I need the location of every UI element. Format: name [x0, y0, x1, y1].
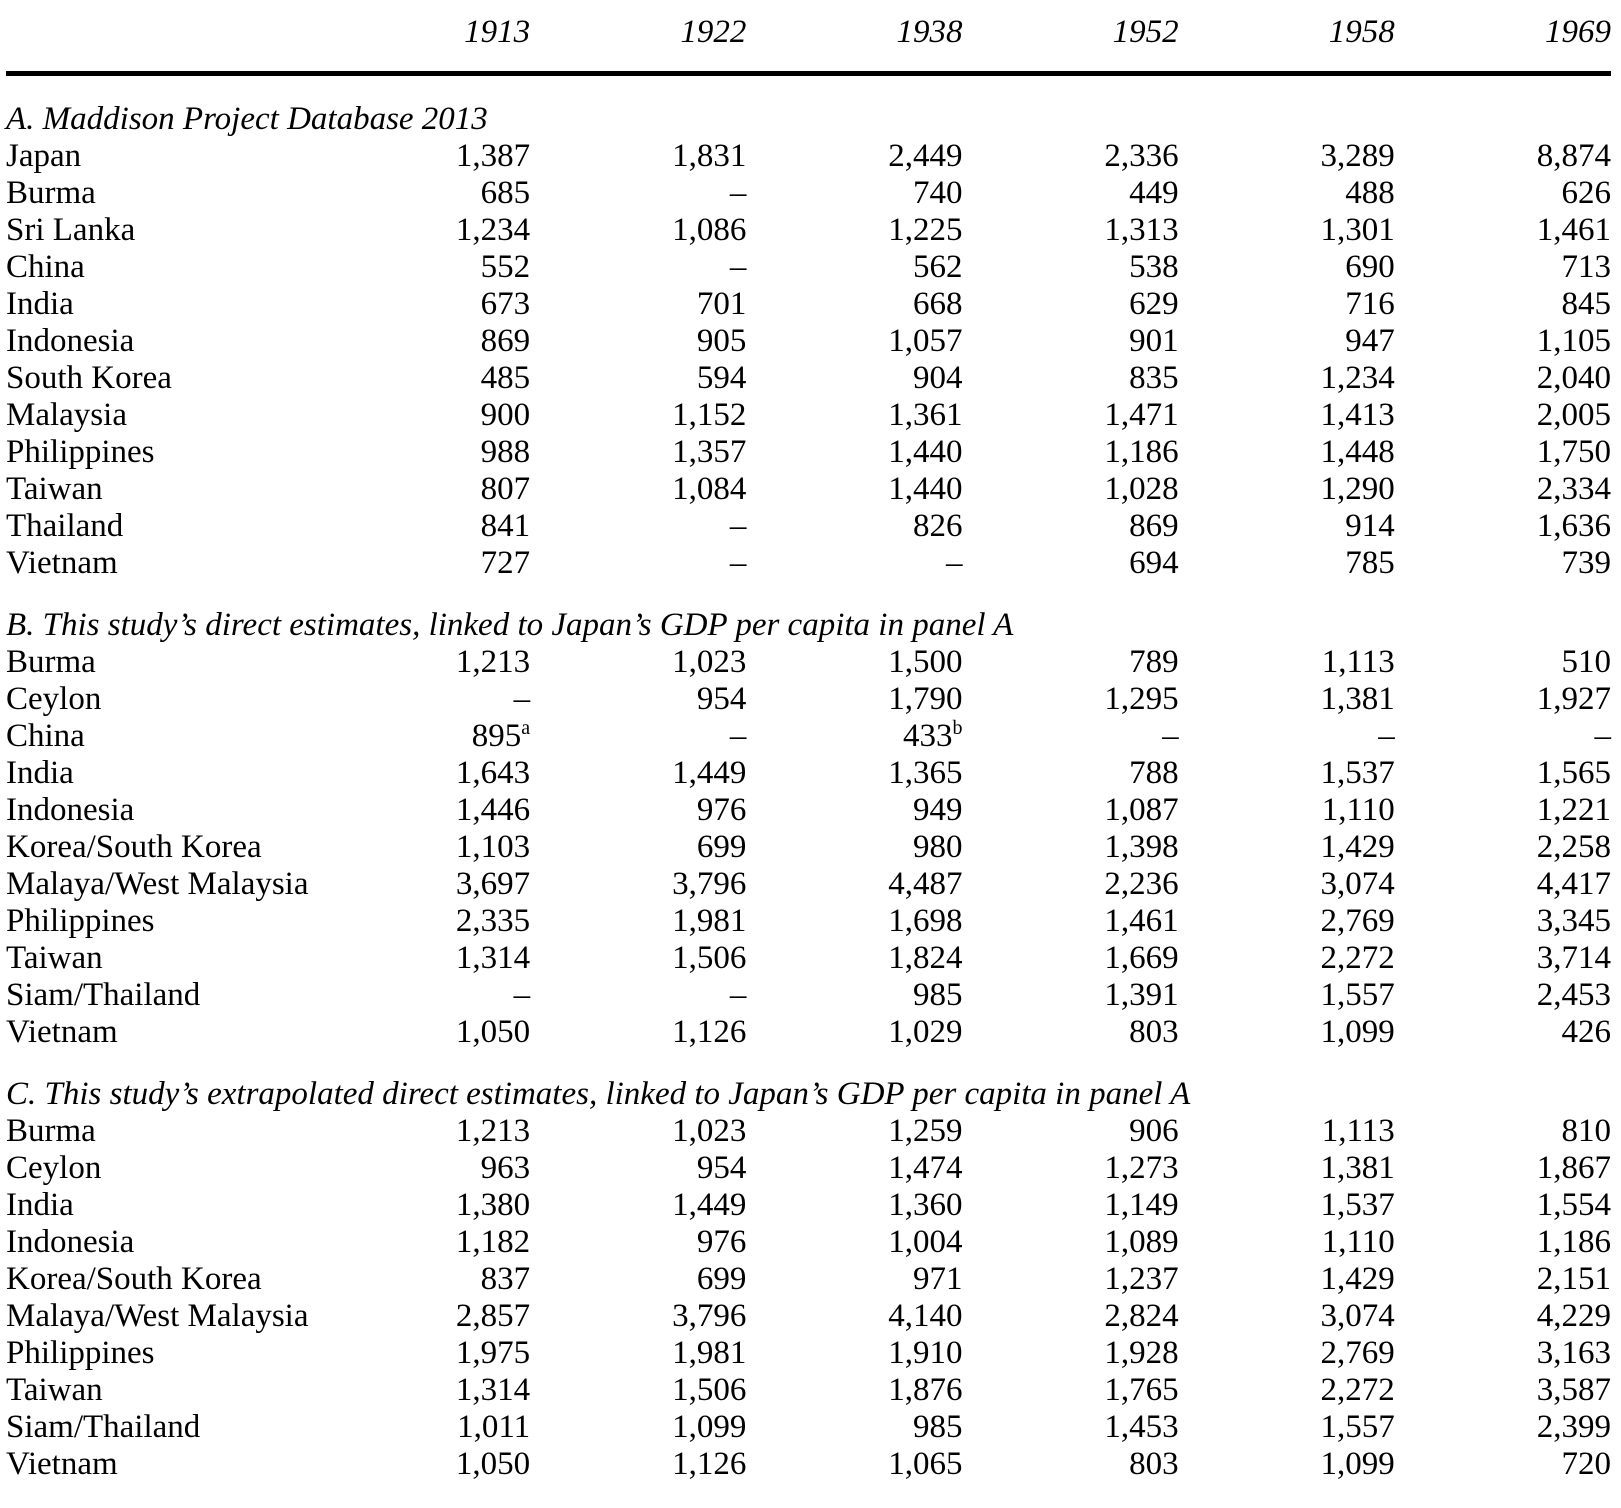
cell: 1,669	[1104, 940, 1179, 976]
cell: 837	[480, 1261, 531, 1297]
row-label: Malaya/West Malaysia	[6, 866, 309, 902]
panel-b-body	[6, 582, 1611, 1051]
cell: 1,975	[455, 1335, 531, 1371]
table-row	[6, 755, 1611, 792]
cell: 1,050	[455, 1446, 531, 1482]
cell: 1,234	[455, 212, 531, 248]
cell: 1,928	[1104, 1335, 1179, 1371]
data-table	[6, 6, 1611, 1483]
row-label: Malaysia	[6, 397, 127, 433]
cell: 2,453	[1536, 977, 1611, 1013]
cell: 433$^b$	[902, 717, 963, 754]
cell: 1,314	[455, 940, 531, 976]
cell: 1,449	[672, 755, 747, 791]
cell: 1,065	[888, 1446, 963, 1482]
cell: 1,449	[672, 1187, 747, 1223]
cell: 949	[912, 792, 963, 828]
row-label: Burma	[6, 1113, 96, 1149]
table-row	[6, 175, 1611, 212]
table-row	[6, 718, 1611, 755]
cell: 1,103	[455, 829, 531, 865]
cell: 1,113	[1321, 644, 1395, 680]
cell: 1,446	[455, 792, 531, 828]
table-row	[6, 323, 1611, 360]
row-label: Ceylon	[6, 1150, 102, 1186]
table-row	[6, 1446, 1611, 1483]
cell: 699	[696, 829, 747, 865]
cell: 1,361	[888, 397, 963, 433]
cell: 2,040	[1536, 360, 1611, 396]
cell: 1,440	[888, 471, 963, 507]
cell: 2,272	[1320, 940, 1395, 976]
panel-a-body	[6, 74, 1611, 583]
table-row	[6, 1335, 1611, 1372]
cell: 963	[480, 1150, 531, 1186]
cell: –	[513, 681, 531, 717]
cell: 1,221	[1536, 792, 1611, 828]
cell: 1,259	[888, 1113, 963, 1149]
cell: 3,796	[672, 1298, 747, 1334]
table-row	[6, 360, 1611, 397]
cell: 8,874	[1536, 138, 1611, 174]
table-row	[6, 644, 1611, 681]
cell: –	[729, 508, 747, 544]
row-label: Burma	[6, 175, 96, 211]
cell: 1,087	[1104, 792, 1179, 828]
cell: 3,289	[1320, 138, 1395, 174]
cell: 1,554	[1536, 1187, 1611, 1223]
row-label: Indonesia	[6, 792, 135, 828]
row-label: Burma	[6, 644, 96, 680]
cell: 1,981	[672, 903, 747, 939]
year-header-row	[6, 6, 1611, 74]
cell: 2,769	[1320, 1335, 1395, 1371]
cell: 2,824	[1104, 1298, 1179, 1334]
row-label: Vietnam	[6, 1446, 118, 1482]
row-label: Indonesia	[6, 1224, 135, 1260]
cell: 1,186	[1536, 1224, 1611, 1260]
table-row	[6, 545, 1611, 582]
cell: 3,163	[1536, 1335, 1611, 1371]
footnote-marker: b	[952, 717, 963, 739]
row-label: India	[6, 1187, 74, 1223]
cell: 1,413	[1320, 397, 1395, 433]
cell: 1,004	[888, 1224, 963, 1260]
cell: 954	[696, 1150, 747, 1186]
cell: 810	[1561, 1113, 1611, 1149]
row-label: Vietnam	[6, 1014, 118, 1050]
row-label: Korea/South Korea	[6, 1261, 262, 1297]
cell: 713	[1561, 249, 1611, 285]
cell: 1,099	[1320, 1014, 1395, 1050]
table-row	[6, 138, 1611, 175]
cell: 1,398	[1104, 829, 1179, 865]
cell: 1,500	[888, 644, 963, 680]
cell: 1,429	[1320, 829, 1395, 865]
row-label: Thailand	[6, 508, 124, 544]
row-label: Korea/South Korea	[6, 829, 262, 865]
cell: –	[729, 249, 747, 285]
cell: 1,381	[1320, 1150, 1395, 1186]
cell: 727	[480, 545, 531, 581]
cell: 1,089	[1104, 1224, 1179, 1260]
cell: 1,471	[1104, 397, 1179, 433]
table-row	[6, 397, 1611, 434]
year-header-1913: 1913	[314, 6, 530, 74]
cell: 1,314	[455, 1372, 531, 1408]
row-label: Siam/Thailand	[6, 1409, 201, 1445]
table-row	[6, 249, 1611, 286]
cell: 2,258	[1536, 829, 1611, 865]
cell: 3,074	[1320, 866, 1395, 902]
cell: 426	[1561, 1014, 1611, 1050]
year-header-1938: 1938	[746, 6, 962, 74]
cell: 788	[1129, 755, 1179, 791]
cell: 971	[912, 1261, 963, 1297]
cell: 4,417	[1536, 866, 1611, 902]
panel-title-row	[6, 1051, 1611, 1113]
cell: 869	[480, 323, 531, 359]
cell: 3,587	[1536, 1372, 1611, 1408]
year-header-1958: 1958	[1179, 6, 1395, 74]
cell: 1,643	[455, 755, 531, 791]
cell: 1,910	[888, 1335, 963, 1371]
cell: 694	[1129, 545, 1179, 581]
row-label: Indonesia	[6, 323, 135, 359]
cell: 2,769	[1320, 903, 1395, 939]
cell: 785	[1345, 545, 1395, 581]
cell: 1,876	[888, 1372, 963, 1408]
cell: 1,981	[672, 1335, 747, 1371]
cell: 1,381	[1320, 681, 1395, 717]
panel-title-row	[6, 582, 1611, 644]
table-row	[6, 903, 1611, 940]
table-row	[6, 829, 1611, 866]
cell: 485	[480, 360, 531, 396]
cell: 1,301	[1320, 212, 1395, 248]
cell: 826	[912, 508, 963, 544]
cell: 2,272	[1320, 1372, 1395, 1408]
table-row	[6, 1150, 1611, 1187]
cell: 1,110	[1321, 792, 1395, 828]
table-row	[6, 1372, 1611, 1409]
cell: 1,149	[1104, 1187, 1179, 1223]
cell: 1,831	[672, 138, 747, 174]
cell: 673	[480, 286, 531, 322]
cell: 976	[696, 792, 747, 828]
cell: 985	[912, 977, 963, 1013]
cell: 720	[1561, 1446, 1611, 1482]
cell: 685	[480, 175, 531, 211]
cell: 2,334	[1536, 471, 1611, 507]
cell: 985	[912, 1409, 963, 1445]
cell: 906	[1129, 1113, 1179, 1149]
cell: 954	[696, 681, 747, 717]
panel-title: C. This study’s extrapolated direct estimates, linked to Japan’s GDP per capita in panel A	[6, 1076, 1191, 1112]
cell: 1,698	[888, 903, 963, 939]
cell: 1,927	[1536, 681, 1611, 717]
row-label: Malaya/West Malaysia	[6, 1298, 309, 1334]
cell: –	[729, 718, 747, 754]
cell: 510	[1561, 644, 1611, 680]
cell: 2,151	[1536, 1261, 1611, 1297]
table-row	[6, 1409, 1611, 1446]
cell: 1,099	[672, 1409, 747, 1445]
panel-title: B. This study’s direct estimates, linked to Japan’s GDP per capita in panel A	[6, 607, 1014, 643]
cell: 1,237	[1104, 1261, 1179, 1297]
table-row	[6, 792, 1611, 829]
cell: 980	[912, 829, 963, 865]
table-row	[6, 286, 1611, 323]
cell: 1,440	[888, 434, 963, 470]
cell: 845	[1561, 286, 1611, 322]
cell: –	[513, 977, 531, 1013]
cell: 1,474	[888, 1150, 963, 1186]
row-label: South Korea	[6, 360, 172, 396]
cell: 668	[912, 286, 963, 322]
cell: 1,448	[1320, 434, 1395, 470]
cell: 789	[1129, 644, 1179, 680]
year-header-1922: 1922	[530, 6, 746, 74]
cell: 1,290	[1320, 471, 1395, 507]
cell: 3,074	[1320, 1298, 1395, 1334]
footnote-marker: a	[521, 717, 531, 739]
cell: 835	[1129, 360, 1179, 396]
cell: 1,387	[455, 138, 531, 174]
cell: 3,714	[1536, 940, 1611, 976]
cell: 904	[912, 360, 963, 396]
row-label: Philippines	[6, 434, 155, 470]
cell: 1,023	[672, 1113, 747, 1149]
cell: 1,105	[1536, 323, 1611, 359]
cell: 552	[480, 249, 531, 285]
cell: 1,182	[455, 1224, 531, 1260]
row-label: China	[6, 718, 85, 754]
cell: 803	[1129, 1014, 1179, 1050]
row-label-header	[6, 6, 314, 74]
cell: 901	[1129, 323, 1179, 359]
cell: 1,537	[1320, 1187, 1395, 1223]
cell: 803	[1129, 1446, 1179, 1482]
cell: 1,213	[455, 644, 531, 680]
cell: 1,295	[1104, 681, 1179, 717]
cell: 1,234	[1320, 360, 1395, 396]
cell: 807	[480, 471, 531, 507]
cell: 1,273	[1104, 1150, 1179, 1186]
table-row	[6, 1014, 1611, 1051]
cell: 1,557	[1320, 977, 1395, 1013]
row-label: Taiwan	[6, 1372, 103, 1408]
cell: 1,057	[888, 323, 963, 359]
cell: 1,506	[672, 940, 747, 976]
cell: –	[945, 545, 963, 581]
cell: 1,380	[455, 1187, 531, 1223]
cell: 1,126	[672, 1014, 747, 1050]
cell: 1,086	[672, 212, 747, 248]
row-label: Taiwan	[6, 940, 103, 976]
cell: 1,050	[455, 1014, 531, 1050]
cell: 699	[696, 1261, 747, 1297]
table-row	[6, 1187, 1611, 1224]
cell: 1,453	[1104, 1409, 1179, 1445]
cell: 1,750	[1536, 434, 1611, 470]
row-label: Sri Lanka	[6, 212, 136, 248]
panel-title: A. Maddison Project Database 2013	[6, 101, 488, 137]
cell: –	[729, 545, 747, 581]
year-header-1969: 1969	[1395, 6, 1611, 74]
cell: 3,796	[672, 866, 747, 902]
cell: 1,126	[672, 1446, 747, 1482]
cell: 2,005	[1536, 397, 1611, 433]
cell: 1,565	[1536, 755, 1611, 791]
cell: 1,028	[1104, 471, 1179, 507]
table-row	[6, 681, 1611, 718]
cell: –	[729, 977, 747, 1013]
cell: 1,110	[1321, 1224, 1395, 1260]
cell: 1,186	[1104, 434, 1179, 470]
cell: –	[1162, 718, 1179, 754]
cell: 4,487	[888, 866, 963, 902]
year-header-1952: 1952	[962, 6, 1178, 74]
cell: 895$^a$	[471, 717, 531, 754]
cell: 869	[1129, 508, 1179, 544]
cell: 1,461	[1536, 212, 1611, 248]
row-label: Philippines	[6, 903, 155, 939]
row-label: India	[6, 286, 74, 322]
cell: –	[1378, 718, 1395, 754]
cell: 1,461	[1104, 903, 1179, 939]
cell: 2,335	[455, 903, 531, 939]
panel-c-body	[6, 1051, 1611, 1483]
row-label: China	[6, 249, 85, 285]
cell: 1,867	[1536, 1150, 1611, 1186]
table-row	[6, 1224, 1611, 1261]
cell: 3,345	[1536, 903, 1611, 939]
cell: 3,697	[455, 866, 531, 902]
cell: –	[729, 175, 747, 211]
cell: 2,336	[1104, 138, 1179, 174]
row-label: Ceylon	[6, 681, 102, 717]
cell: 716	[1345, 286, 1395, 322]
cell: 1,365	[888, 755, 963, 791]
cell: 2,399	[1536, 1409, 1611, 1445]
cell: 739	[1561, 545, 1611, 581]
cell: 1,213	[455, 1113, 531, 1149]
cell: 488	[1345, 175, 1395, 211]
cell: –	[1594, 718, 1611, 754]
cell: 4,140	[888, 1298, 963, 1334]
cell: 1,537	[1320, 755, 1395, 791]
cell: 900	[480, 397, 531, 433]
cell: 1,152	[672, 397, 747, 433]
cell: 1,113	[1321, 1113, 1395, 1149]
row-label: Philippines	[6, 1335, 155, 1371]
cell: 562	[912, 249, 963, 285]
table-row	[6, 508, 1611, 545]
cell: 4,229	[1536, 1298, 1611, 1334]
cell: 1,360	[888, 1187, 963, 1223]
cell: 1,391	[1104, 977, 1179, 1013]
table-row	[6, 434, 1611, 471]
cell: 1,824	[888, 940, 963, 976]
cell: 2,236	[1104, 866, 1179, 902]
cell: 976	[696, 1224, 747, 1260]
table-row	[6, 940, 1611, 977]
table-row	[6, 1298, 1611, 1335]
cell: 1,506	[672, 1372, 747, 1408]
row-label: Taiwan	[6, 471, 103, 507]
cell: 947	[1345, 323, 1395, 359]
panel-title-row	[6, 74, 1611, 139]
table-row	[6, 1113, 1611, 1150]
cell: 1,765	[1104, 1372, 1179, 1408]
cell: 701	[696, 286, 747, 322]
cell: 538	[1129, 249, 1179, 285]
cell: 2,449	[888, 138, 963, 174]
cell: 1,557	[1320, 1409, 1395, 1445]
cell: 626	[1561, 175, 1611, 211]
cell: 905	[696, 323, 747, 359]
cell: 594	[696, 360, 747, 396]
cell: 1,429	[1320, 1261, 1395, 1297]
cell: 1,023	[672, 644, 747, 680]
cell: 1,225	[888, 212, 963, 248]
cell: 914	[1345, 508, 1395, 544]
cell: 449	[1129, 175, 1179, 211]
table-row	[6, 471, 1611, 508]
cell: 2,857	[455, 1298, 531, 1334]
table-row	[6, 977, 1611, 1014]
cell: 1,636	[1536, 508, 1611, 544]
row-label: India	[6, 755, 74, 791]
cell: 1,029	[888, 1014, 963, 1050]
row-label: Japan	[6, 138, 82, 174]
row-label: Vietnam	[6, 545, 118, 581]
table-row	[6, 212, 1611, 249]
table-row	[6, 866, 1611, 903]
cell: 1,313	[1104, 212, 1179, 248]
table-row	[6, 1261, 1611, 1298]
cell: 1,790	[888, 681, 963, 717]
cell: 988	[480, 434, 531, 470]
cell: 1,084	[672, 471, 747, 507]
cell: 841	[480, 508, 531, 544]
cell: 629	[1129, 286, 1179, 322]
cell: 1,357	[672, 434, 747, 470]
cell: 1,099	[1320, 1446, 1395, 1482]
row-label: Siam/Thailand	[6, 977, 201, 1013]
cell: 1,011	[457, 1409, 531, 1445]
cell: 740	[912, 175, 963, 211]
cell: 690	[1345, 249, 1395, 285]
